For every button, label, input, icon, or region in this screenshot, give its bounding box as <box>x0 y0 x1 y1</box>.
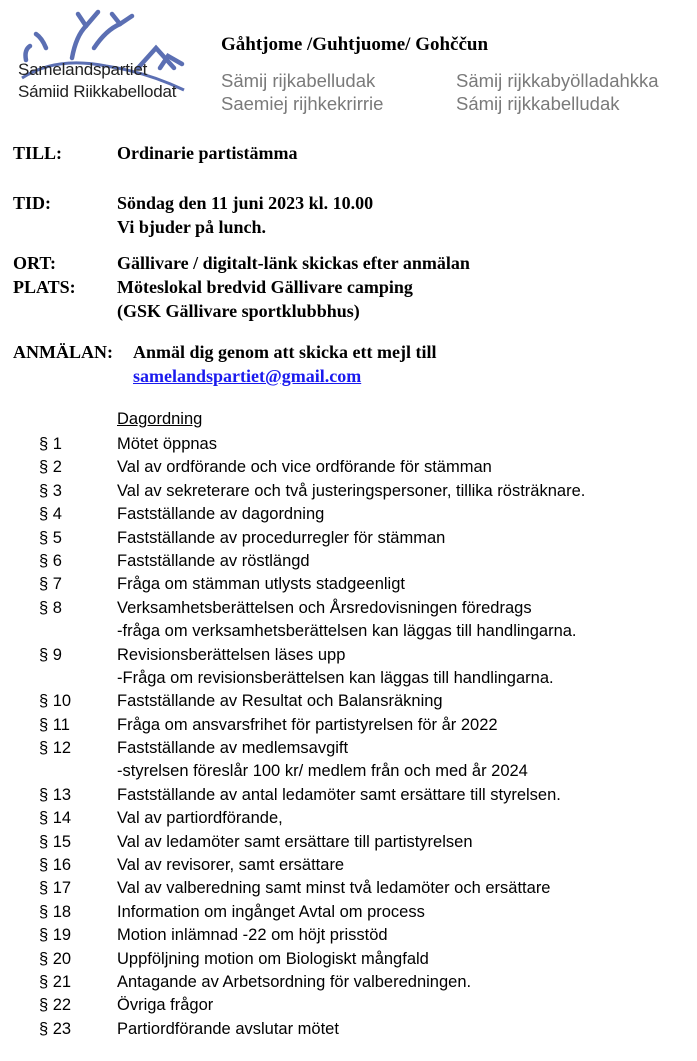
agenda-item-number: § 17 <box>39 879 72 898</box>
email-link[interactable]: samelandspartiet@gmail.com <box>133 366 362 386</box>
tid-value: Söndag den 11 juni 2023 kl. 10.00 <box>117 193 374 213</box>
agenda-item-text: Val av ordförande och vice ordförande för stämman <box>117 458 492 477</box>
agenda-item <box>0 994 697 1017</box>
name-variant-4: Sámij rijkkabelludak <box>456 93 620 114</box>
agenda-item-number: § 13 <box>39 785 72 804</box>
agenda-item-text: Fråga om ansvarsfrihet för partistyrelsen för år 2022 <box>117 715 498 734</box>
agenda-item <box>0 527 697 550</box>
agenda-item-text: Information om ingånget Avtal om process <box>117 902 425 921</box>
agenda-item-text: Fastställande av medlemsavgift <box>117 739 349 758</box>
agenda-item-number: § 19 <box>39 926 72 945</box>
agenda-item <box>0 807 697 830</box>
agenda-item <box>0 433 697 456</box>
agenda-item-number: § 11 <box>39 715 70 734</box>
agenda-item-text: Antagande av Arbetsordning för valberedningen. <box>117 972 472 991</box>
agenda-item <box>0 737 697 760</box>
agenda-item-text: Verksamhetsberättelsen och Årsredovisningen föredrags <box>117 598 532 617</box>
agenda-item-text: Fastställande av röstlängd <box>117 551 310 570</box>
agenda-item <box>0 854 697 877</box>
logo-line-2: Sámiid Riikkabellodat <box>18 82 177 101</box>
agenda-item-number: § 14 <box>39 809 72 828</box>
agenda-item <box>0 620 697 643</box>
agenda-item <box>0 760 697 783</box>
agenda-item-number: § 15 <box>39 832 72 851</box>
ort-value: Gällivare / digitalt-länk skickas efter anmälan <box>117 253 470 273</box>
logo-line-1: Samelandspartiet <box>18 60 148 79</box>
anmalan-label: ANMÄLAN: <box>13 342 113 362</box>
page-title: Gåhtjome /Guhtjuome/ Gohččun <box>221 34 489 55</box>
ort-label: ORT: <box>13 253 57 273</box>
till-value: Ordinarie partistämma <box>117 143 298 163</box>
agenda-item-text: Val av valberedning samt minst två ledamöter och ersättare <box>117 879 551 898</box>
agenda-item-number: § 6 <box>39 551 62 570</box>
plats-value: Möteslokal bredvid Gällivare camping <box>117 277 413 297</box>
agenda-item-number: § 16 <box>39 856 72 875</box>
plats-value-detail: (GSK Gällivare sportklubbhus) <box>117 301 360 321</box>
agenda-item-text: Val av ledamöter samt ersättare till partistyrelsen <box>117 832 473 851</box>
agenda-item <box>0 550 697 573</box>
agenda-item-text: Val av partiordförande, <box>117 809 283 828</box>
agenda-item-number: § 18 <box>39 902 72 921</box>
agenda-item <box>0 831 697 854</box>
agenda-item-number: § 22 <box>39 996 72 1015</box>
agenda-item-number: § 8 <box>39 598 62 617</box>
agenda-item-number: § 12 <box>39 739 72 758</box>
agenda-list <box>0 433 697 1041</box>
agenda-item <box>0 456 697 479</box>
agenda-item-text: Fastställande av dagordning <box>117 505 325 524</box>
agenda-item-text: Övriga frågor <box>117 996 214 1015</box>
agenda-item <box>0 690 697 713</box>
agenda-item <box>0 667 697 690</box>
till-label: TILL: <box>13 143 63 163</box>
agenda-title: Dagordning <box>117 410 203 428</box>
agenda-item-text: -fråga om verksamhetsberättelsen kan läggas till handlingarna. <box>117 622 577 641</box>
agenda-item <box>0 877 697 900</box>
agenda-item-text: Revisionsberättelsen läses upp <box>117 645 346 664</box>
tid-label: TID: <box>13 193 52 213</box>
agenda-item-text: Fastställande av procedurregler för stämman <box>117 528 446 547</box>
agenda-item-number: § 7 <box>39 575 62 594</box>
agenda-item-text: Fråga om stämman utlysts stadgeenligt <box>117 575 405 594</box>
agenda-item-text: Uppföljning motion om Biologiskt mångfald <box>117 949 429 968</box>
agenda-item-number: § 21 <box>39 972 72 991</box>
agenda-item-number: § 1 <box>39 435 62 453</box>
agenda-item <box>0 503 697 526</box>
agenda-item <box>0 597 697 620</box>
agenda-item <box>0 924 697 947</box>
anmalan-value: Anmäl dig genom att skicka ett mejl till <box>133 342 437 362</box>
agenda-item-number: § 5 <box>39 528 62 547</box>
agenda-item-text: Mötet öppnas <box>117 435 217 453</box>
agenda-item-text: Val av revisorer, samt ersättare <box>117 856 345 875</box>
agenda-item <box>0 784 697 807</box>
agenda-item-text: Motion inlämnad -22 om höjt prisstöd <box>117 926 388 945</box>
agenda-item <box>0 948 697 971</box>
agenda-item-text: Fastställande av Resultat och Balansräkning <box>117 692 443 711</box>
agenda-item-text: Val av sekreterare och två justeringspersoner, tillika rösträknare. <box>117 481 586 500</box>
agenda-item-number: § 23 <box>39 1019 72 1038</box>
agenda-item-text: Partiordförande avslutar mötet <box>117 1019 339 1038</box>
agenda-item <box>0 901 697 924</box>
agenda-item-number: § 20 <box>39 949 72 968</box>
agenda-item <box>0 971 697 994</box>
agenda-item <box>0 644 697 667</box>
plats-label: PLATS: <box>13 277 76 297</box>
name-variant-1: Sämij rijkabelludak <box>221 70 376 91</box>
agenda-item <box>0 480 697 503</box>
name-variant-3: Saemiej rijhkekrirrie <box>221 93 384 114</box>
agenda-item-number: § 3 <box>39 481 62 500</box>
agenda-item-text: Fastställande av antal ledamöter samt ersättare till styrelsen. <box>117 785 561 804</box>
agenda-item <box>0 1018 697 1041</box>
tid-value-lunch: Vi bjuder på lunch. <box>117 217 267 237</box>
agenda-item <box>0 714 697 737</box>
agenda-item <box>0 573 697 596</box>
agenda-item-number: § 4 <box>39 505 62 524</box>
agenda-item-text: -styrelsen föreslår 100 kr/ medlem från och med år 2024 <box>117 762 528 781</box>
agenda-item-number: § 2 <box>39 458 62 477</box>
agenda-item-text: -Fråga om revisionsberättelsen kan läggas till handlingarna. <box>117 668 554 687</box>
agenda-item-number: § 9 <box>39 645 62 664</box>
agenda-item-number: § 10 <box>39 692 72 711</box>
name-variant-2: Sämij rijkkabyölladahkka <box>456 70 659 91</box>
